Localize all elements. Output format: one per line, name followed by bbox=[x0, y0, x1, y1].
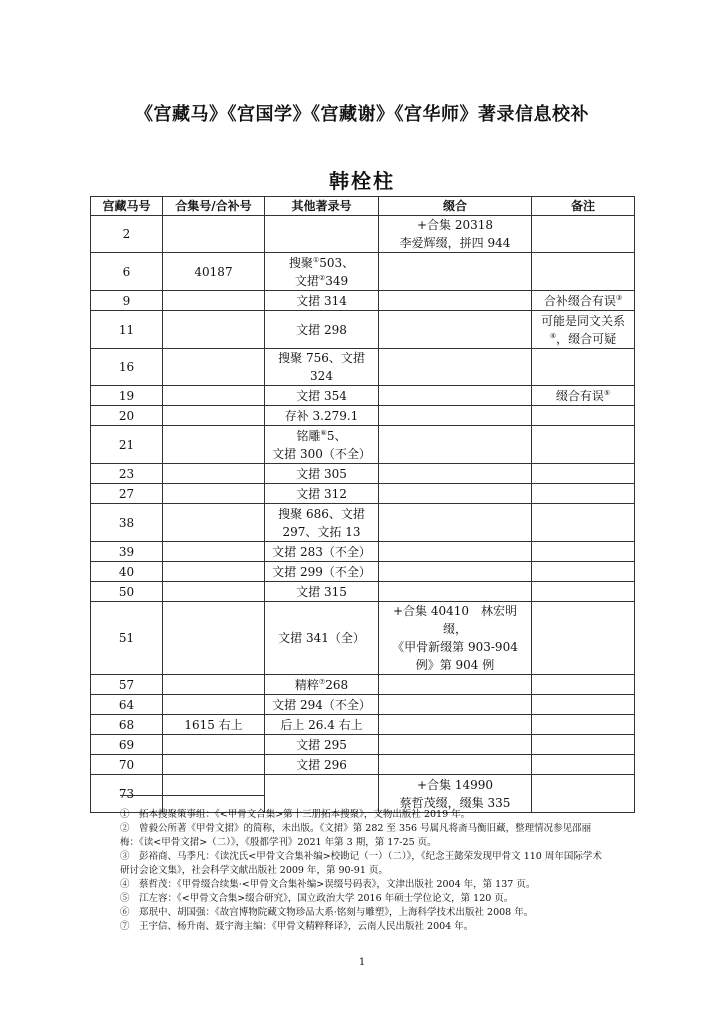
cell-zhuihe bbox=[379, 755, 532, 775]
cell-line: 搜聚 686、文捃 bbox=[278, 506, 365, 521]
column-header: 其他著录号 bbox=[265, 197, 379, 216]
cell-text: 合补缀合有误 bbox=[543, 293, 616, 308]
table-row bbox=[91, 602, 635, 675]
cell-heji bbox=[163, 216, 265, 253]
footnote-separator bbox=[120, 795, 265, 796]
table-row bbox=[91, 484, 635, 504]
cell-zhuihe bbox=[379, 562, 532, 582]
cell-zhuihe bbox=[379, 216, 532, 253]
footnote-marker: ⑤ bbox=[603, 388, 611, 397]
table-row bbox=[91, 406, 635, 426]
cell-note bbox=[532, 715, 635, 735]
cell-number: 19 bbox=[91, 386, 163, 406]
cell-number: 39 bbox=[91, 542, 163, 562]
table-body bbox=[91, 216, 635, 813]
cell-number: 27 bbox=[91, 484, 163, 504]
table-row bbox=[91, 582, 635, 602]
cell-text: 349 bbox=[325, 273, 349, 288]
cell-number: 38 bbox=[91, 504, 163, 542]
cell-other bbox=[265, 406, 379, 426]
cell-note bbox=[532, 406, 635, 426]
footnote: ③ 彭裕商、马季凡：《读沈氏<甲骨文合集补编>校勘记（一）（二）》，《纪念王懿荣发现甲骨文 110 周年国际学术研讨会论文集》，社会科学文献出版社 2009 年，第 90-91 页。 bbox=[120, 851, 602, 876]
cell-text: 缀合有误 bbox=[555, 388, 604, 403]
cell-zhuihe bbox=[379, 582, 532, 602]
cell-note bbox=[532, 464, 635, 484]
cell-heji bbox=[163, 542, 265, 562]
cell-number: 50 bbox=[91, 582, 163, 602]
cell-other bbox=[265, 311, 379, 349]
cell-line: 文捃 314 bbox=[296, 293, 347, 308]
column-header: 备注 bbox=[532, 197, 635, 216]
cell-number: 21 bbox=[91, 426, 163, 464]
cell-note bbox=[532, 675, 635, 695]
cell-other bbox=[265, 484, 379, 504]
table-row bbox=[91, 216, 635, 253]
cell-number: 64 bbox=[91, 695, 163, 715]
cell-zhuihe bbox=[379, 426, 532, 464]
cell-line bbox=[268, 254, 375, 272]
cell-zhuihe bbox=[379, 675, 532, 695]
cell-zhuihe bbox=[379, 464, 532, 484]
cell-line: 文捃 300（不全） bbox=[272, 446, 371, 461]
cell-heji bbox=[163, 426, 265, 464]
footnote: ⑤ 江左容：《<甲骨文合集>缀合研究》，国立政治大学 2016 年硕士学位论文，第 120 页。 bbox=[120, 893, 514, 904]
cell-line: 文捃 315 bbox=[296, 584, 347, 599]
cell-line bbox=[268, 676, 375, 694]
footnote: ⑥ 郑珉中、胡国强：《故宫博物院藏文物珍品大系·铭刻与雕塑》，上海科学技术出版社 2008 年。 bbox=[120, 907, 534, 918]
records-table bbox=[90, 196, 635, 813]
cell-number: 51 bbox=[91, 602, 163, 675]
cell-note bbox=[532, 582, 635, 602]
cell-other bbox=[265, 542, 379, 562]
cell-text: 文捃 bbox=[294, 273, 319, 288]
cell-zhuihe bbox=[379, 775, 532, 813]
cell-number: 20 bbox=[91, 406, 163, 426]
cell-other bbox=[265, 216, 379, 253]
cell-other bbox=[265, 562, 379, 582]
cell-number: 69 bbox=[91, 735, 163, 755]
cell-line: 文捃 299（不全） bbox=[272, 564, 371, 579]
cell-zhuihe bbox=[379, 386, 532, 406]
cell-note bbox=[532, 386, 635, 406]
cell-line bbox=[535, 292, 631, 310]
cell-other bbox=[265, 349, 379, 386]
cell-number: 16 bbox=[91, 349, 163, 386]
cell-note bbox=[532, 311, 635, 349]
cell-number: 11 bbox=[91, 311, 163, 349]
cell-line: 文捃 294（不全） bbox=[272, 697, 371, 712]
footnote-marker: ② bbox=[318, 273, 326, 282]
cell-heji bbox=[163, 602, 265, 675]
cell-other bbox=[265, 253, 379, 291]
cell-heji: 1615 右上 bbox=[163, 715, 265, 735]
cell-number: 68 bbox=[91, 715, 163, 735]
cell-line: 297、文拓 13 bbox=[282, 524, 361, 539]
column-header: 缀合 bbox=[379, 197, 532, 216]
footnote: ⑦ 王宇信、杨升南、聂宇海主编：《甲骨文精粹释译》，云南人民出版社 2004 年。 bbox=[120, 921, 474, 932]
cell-zhuihe bbox=[379, 735, 532, 755]
cell-other bbox=[265, 386, 379, 406]
cell-line: 蔡哲茂缀，缀集 335 bbox=[399, 795, 511, 810]
cell-number: 70 bbox=[91, 755, 163, 775]
cell-line: 可能是同文关系 bbox=[540, 313, 625, 328]
cell-note bbox=[532, 349, 635, 386]
cell-heji bbox=[163, 311, 265, 349]
cell-heji bbox=[163, 504, 265, 542]
cell-note bbox=[532, 755, 635, 775]
cell-other bbox=[265, 675, 379, 695]
table-row bbox=[91, 349, 635, 386]
cell-zhuihe bbox=[379, 311, 532, 349]
cell-line: 文捃 283（不全） bbox=[272, 544, 371, 559]
cell-text: 503、 bbox=[319, 255, 355, 270]
cell-heji bbox=[163, 562, 265, 582]
cell-other bbox=[265, 582, 379, 602]
footnote-marker: ④ bbox=[549, 331, 557, 340]
table-row bbox=[91, 735, 635, 755]
cell-heji bbox=[163, 464, 265, 484]
cell-zhuihe bbox=[379, 695, 532, 715]
column-header: 合集号/合补号 bbox=[163, 197, 265, 216]
column-header: 宫藏马号 bbox=[91, 197, 163, 216]
cell-other bbox=[265, 291, 379, 311]
cell-line bbox=[535, 387, 631, 405]
cell-note bbox=[532, 775, 635, 813]
cell-line: 搜聚 756、文捃 324 bbox=[278, 351, 365, 383]
cell-other bbox=[265, 695, 379, 715]
document-title: 《宫藏马》《宫国学》《宫藏谢》《宫华师》著录信息校补 bbox=[135, 104, 589, 125]
footnote-marker: ③ bbox=[615, 293, 623, 302]
cell-note bbox=[532, 484, 635, 504]
cell-text: 精粹 bbox=[294, 677, 319, 692]
cell-zhuihe bbox=[379, 602, 532, 675]
cell-line: 文捃 296 bbox=[296, 757, 347, 772]
cell-number: 73 bbox=[91, 775, 163, 813]
cell-line: 文捃 312 bbox=[296, 486, 347, 501]
cell-note bbox=[532, 426, 635, 464]
author-name: 韩栓柱 bbox=[329, 169, 395, 193]
cell-line: 例》第 904 例 bbox=[415, 658, 495, 672]
cell-other bbox=[265, 464, 379, 484]
table-row bbox=[91, 695, 635, 715]
cell-note bbox=[532, 602, 635, 675]
cell-note bbox=[532, 253, 635, 291]
footnotes bbox=[120, 808, 610, 934]
table-row bbox=[91, 386, 635, 406]
cell-other bbox=[265, 426, 379, 464]
cell-heji bbox=[163, 386, 265, 406]
cell-line bbox=[268, 427, 375, 445]
cell-text: ，缀合可疑 bbox=[556, 331, 617, 346]
cell-line: +合集 14990 bbox=[416, 777, 494, 792]
cell-other bbox=[265, 775, 379, 813]
table-row bbox=[91, 562, 635, 582]
cell-text: 搜聚 bbox=[288, 255, 313, 270]
table-row bbox=[91, 464, 635, 484]
cell-heji bbox=[163, 675, 265, 695]
cell-text: 铭雕 bbox=[296, 428, 321, 443]
footnote-marker: ⑦ bbox=[318, 677, 326, 686]
cell-line: 文捃 298 bbox=[296, 322, 347, 337]
cell-heji bbox=[163, 755, 265, 775]
cell-number: 9 bbox=[91, 291, 163, 311]
footnote: ② 曾毅公所著《甲骨文捃》的简称，未出版。《文捃》第 282 至 356 号属凡将斋马衡旧藏，整理情况参见邵丽梅：《读<甲骨文捃>（二）》，《殷都学刊》2021 年第 3 期，第 17-25 页。 bbox=[120, 823, 592, 848]
cell-note bbox=[532, 542, 635, 562]
cell-heji: 40187 bbox=[163, 253, 265, 291]
cell-number: 2 bbox=[91, 216, 163, 253]
table-row bbox=[91, 291, 635, 311]
footnote-marker: ⑥ bbox=[320, 428, 327, 437]
cell-other bbox=[265, 755, 379, 775]
footnote: ① 拓本搜聚策事组：《<甲骨文合集>第十三册拓本搜聚》，文物出版社 2019 年。 bbox=[120, 809, 471, 820]
cell-line: 存补 3.279.1 bbox=[284, 408, 359, 423]
table-row bbox=[91, 675, 635, 695]
table-row bbox=[91, 253, 635, 291]
cell-heji bbox=[163, 484, 265, 504]
cell-line: 文捃 354 bbox=[296, 388, 347, 403]
cell-heji bbox=[163, 735, 265, 755]
cell-other bbox=[265, 504, 379, 542]
cell-text: 268 bbox=[325, 677, 349, 692]
cell-line: 文捃 295 bbox=[296, 737, 347, 752]
cell-number: 6 bbox=[91, 253, 163, 291]
cell-zhuihe bbox=[379, 504, 532, 542]
cell-heji bbox=[163, 406, 265, 426]
page-number: 1 bbox=[358, 957, 366, 968]
cell-zhuihe bbox=[379, 349, 532, 386]
cell-heji bbox=[163, 291, 265, 311]
cell-zhuihe bbox=[379, 291, 532, 311]
cell-other bbox=[265, 735, 379, 755]
cell-note bbox=[532, 291, 635, 311]
cell-number: 57 bbox=[91, 675, 163, 695]
cell-heji bbox=[163, 695, 265, 715]
cell-note bbox=[532, 504, 635, 542]
cell-zhuihe bbox=[379, 406, 532, 426]
cell-note bbox=[532, 735, 635, 755]
cell-zhuihe bbox=[379, 542, 532, 562]
table-row bbox=[91, 715, 635, 735]
cell-note bbox=[532, 695, 635, 715]
footnote-marker: ① bbox=[312, 255, 320, 264]
cell-line: 李爱辉缀，拼四 944 bbox=[399, 236, 511, 250]
cell-note bbox=[532, 562, 635, 582]
cell-heji bbox=[163, 349, 265, 386]
cell-zhuihe bbox=[379, 253, 532, 291]
cell-zhuihe bbox=[379, 484, 532, 504]
cell-line: +合集 40410 林宏明缀， bbox=[392, 604, 518, 636]
cell-note bbox=[532, 216, 635, 253]
cell-line bbox=[268, 272, 375, 290]
table-row bbox=[91, 775, 635, 813]
table-header-row bbox=[91, 197, 635, 216]
cell-line: 文捃 305 bbox=[296, 466, 347, 481]
cell-line: 文捃 341（全） bbox=[278, 631, 365, 645]
footnote: ④ 蔡哲茂：《甲骨缀合续集·<甲骨文合集补编>误缀号码表》，文津出版社 2004 年，第 137 页。 bbox=[120, 879, 536, 890]
table-row bbox=[91, 504, 635, 542]
cell-number: 23 bbox=[91, 464, 163, 484]
cell-line: 《甲骨新缀第 903-904 bbox=[392, 640, 518, 654]
table-row bbox=[91, 755, 635, 775]
cell-other bbox=[265, 715, 379, 735]
cell-line bbox=[535, 330, 631, 348]
table-row bbox=[91, 542, 635, 562]
cell-heji bbox=[163, 775, 265, 813]
cell-line: +合集 20318 bbox=[416, 218, 494, 232]
cell-line: 后上 26.4 右上 bbox=[280, 717, 363, 732]
table-row bbox=[91, 426, 635, 464]
cell-zhuihe bbox=[379, 715, 532, 735]
cell-number: 40 bbox=[91, 562, 163, 582]
table-row bbox=[91, 311, 635, 349]
cell-other bbox=[265, 602, 379, 675]
cell-heji bbox=[163, 582, 265, 602]
cell-text: 5、 bbox=[326, 428, 347, 443]
